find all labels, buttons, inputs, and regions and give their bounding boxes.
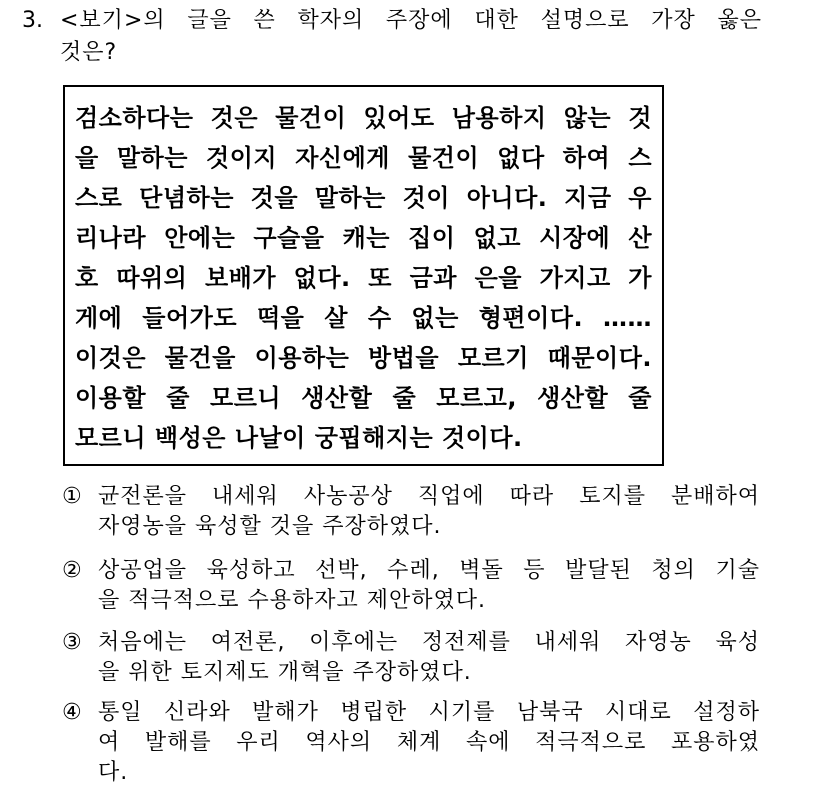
- passage-line: 이용할 줄 모르니 생산할 줄 모르고, 생산할 줄: [75, 384, 652, 412]
- passage-line: 리나라 안에는 구슬을 캐는 집이 없고 시장에 산: [75, 224, 652, 252]
- option-text: [98, 482, 760, 542]
- option-text-line: 여 발해를 우리 역사의 체계 속에 적극적으로 포용하였: [98, 730, 760, 755]
- passage-box: [63, 85, 664, 466]
- option-text-line: 을 위한 토지제도 개혁을 주장하였다.: [98, 660, 472, 685]
- option-text-line: 처음에는 여전론, 이후에는 정전제를 내세워 자영농 육성: [98, 630, 760, 655]
- option-text-line: 상공업을 육성하고 선박, 수레, 벽돌 등 발달된 청의 기술: [98, 558, 760, 583]
- passage-line: 모르니 백성은 나날이 궁핍해지는 것이다.: [75, 424, 523, 452]
- option-text: [98, 628, 760, 688]
- question-text-line: <보기>의 글을 쓴 학자의 주장에 대한 설명으로 가장 옳은: [60, 8, 762, 33]
- option-text-line: 통일 신라와 발해가 병립한 시기를 남북국 시대로 설정하: [98, 700, 760, 725]
- option-text-line: 다.: [98, 760, 129, 785]
- passage-line: 검소하다는 것은 물건이 있어도 남용하지 않는 것: [75, 104, 652, 132]
- option-marker: ②: [62, 558, 82, 583]
- option-marker: ①: [62, 484, 82, 509]
- passage-line: 을 말하는 것이지 자신에게 물건이 없다 하여 스: [75, 144, 652, 172]
- question-text-line: 것은?: [60, 40, 118, 65]
- option-text: [98, 556, 760, 616]
- question-number: 3.: [22, 8, 43, 33]
- option-marker: ④: [62, 700, 82, 725]
- passage-line: 호 따위의 보배가 없다. 또 금과 은을 가지고 가: [75, 264, 652, 292]
- passage-line: 이것은 물건을 이용하는 방법을 모르기 때문이다.: [75, 344, 652, 372]
- passage-line: 게에 들어가도 떡을 살 수 없는 형편이다. ……: [75, 304, 652, 332]
- option-text-line: 을 적극적으로 수용하자고 제안하였다.: [98, 588, 487, 613]
- option-text-line: 균전론을 내세워 사농공상 직업에 따라 토지를 분배하여: [98, 484, 760, 509]
- passage-line: 스로 단념하는 것을 말하는 것이 아니다. 지금 우: [75, 184, 652, 212]
- option-text-line: 자영농을 육성할 것을 주장하였다.: [98, 514, 442, 539]
- option-marker: ③: [62, 630, 82, 655]
- option-text: [98, 698, 760, 788]
